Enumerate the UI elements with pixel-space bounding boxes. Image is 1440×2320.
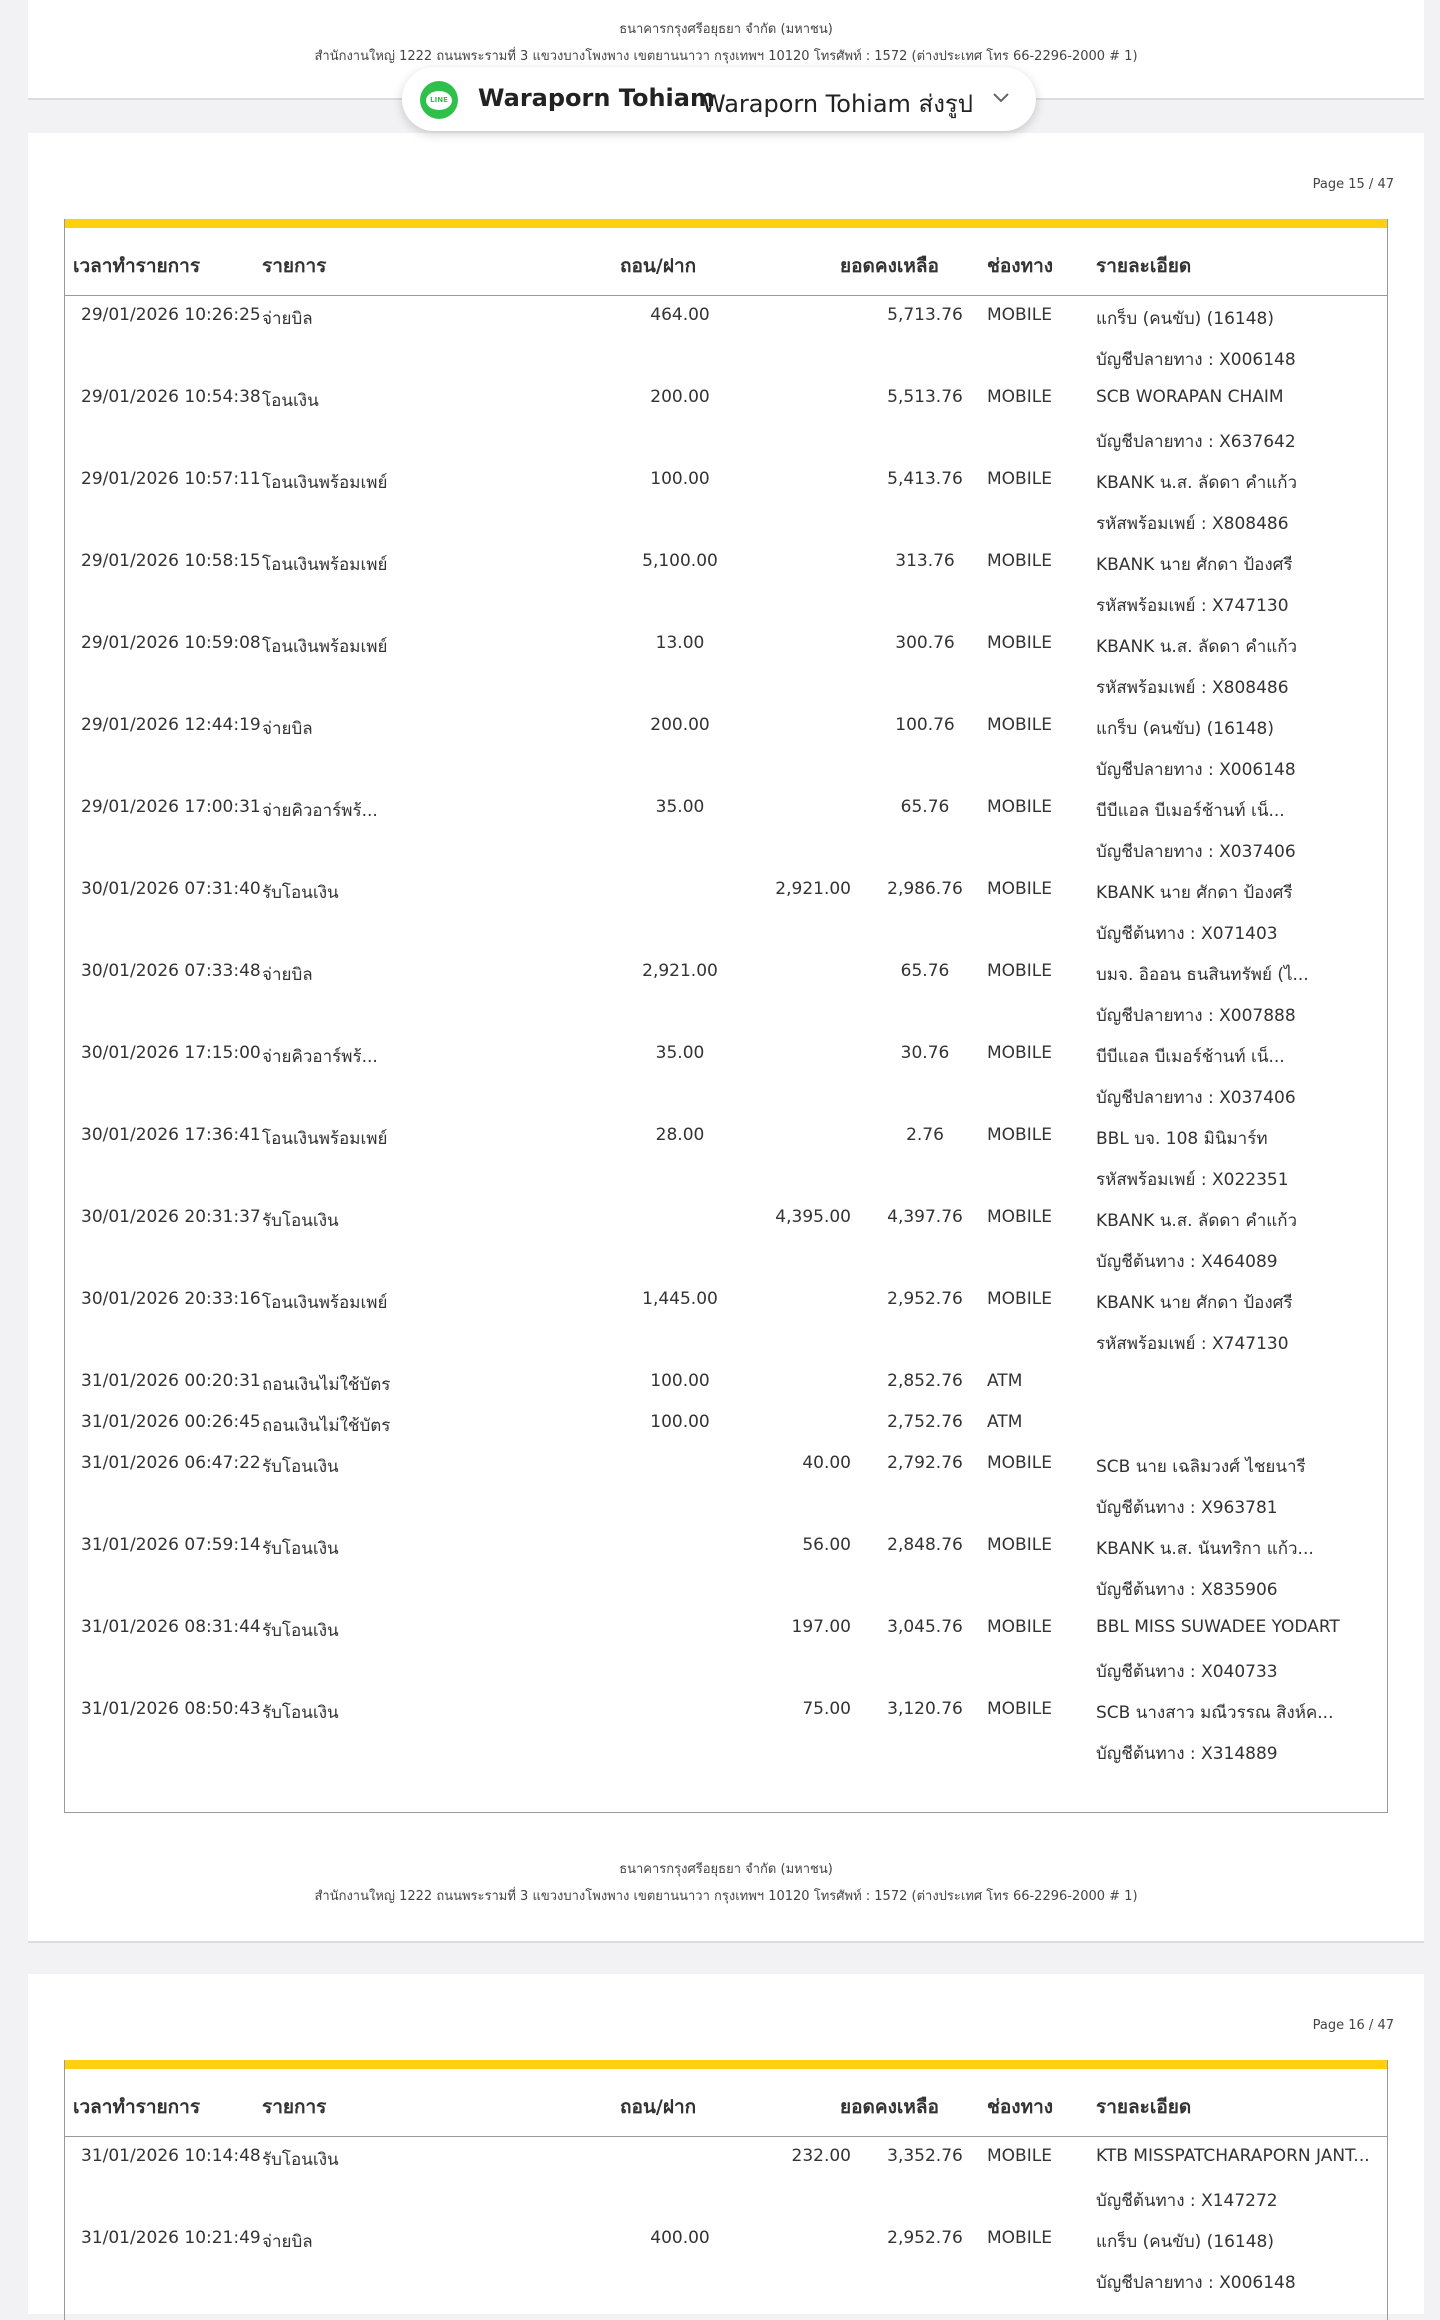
cell-detail-line1: KBANK น.ส. ลัดดา คำแก้ว bbox=[1096, 473, 1298, 493]
cell-detail-line1: SCB นางสาว มณีวรรณ สิงห์ค... bbox=[1096, 1703, 1334, 1723]
cell-detail-line1: KTB MISSPATCHARAPORN JANT... bbox=[1096, 2146, 1370, 2166]
line-app-icon bbox=[420, 81, 458, 119]
chevron-down-icon[interactable] bbox=[988, 85, 1014, 111]
cell-detail-line1: BBL บจ. 108 มินิมาร์ท bbox=[1096, 1129, 1268, 1149]
cell-channel: MOBILE bbox=[987, 469, 1052, 489]
table-row-detail bbox=[65, 1322, 1387, 1363]
table-row-detail bbox=[65, 1076, 1387, 1117]
cell-balance: 65.76 bbox=[900, 797, 950, 817]
cell-deposit: 56.00 bbox=[802, 1535, 851, 1555]
cell-balance: 2,852.76 bbox=[887, 1371, 963, 1391]
header-channel: ช่องทาง bbox=[987, 2096, 1054, 2118]
cell-withdraw: 35.00 bbox=[655, 797, 705, 817]
cell-deposit: 4,395.00 bbox=[775, 1207, 851, 1227]
cell-description: โอนเงินพร้อมเพย์ bbox=[262, 555, 388, 575]
cell-balance: 3,045.76 bbox=[887, 1617, 963, 1637]
cell-channel: MOBILE bbox=[987, 2146, 1052, 2166]
cell-channel: MOBILE bbox=[987, 1043, 1052, 1063]
cell-detail-line1: KBANK น.ส. ลัดดา คำแก้ว bbox=[1096, 637, 1298, 657]
table-body bbox=[65, 2137, 1387, 2302]
cell-detail-line1: แกร็บ (คนขับ) (16148) bbox=[1096, 2232, 1274, 2252]
cell-time: 31/01/2026 07:59:14 bbox=[81, 1535, 261, 1555]
cell-channel: MOBILE bbox=[987, 879, 1052, 899]
cell-detail-line1: KBANK น.ส. ลัดดา คำแก้ว bbox=[1096, 1211, 1298, 1231]
table-row-detail bbox=[65, 1240, 1387, 1281]
bank-footer-line1: ธนาคารกรุงศรีอยุธยา จำกัด (มหาชน) bbox=[619, 1862, 833, 1877]
cell-description: รับโอนเงิน bbox=[262, 1703, 339, 1723]
table-row bbox=[65, 1527, 1387, 1568]
table-row bbox=[65, 1199, 1387, 1240]
cell-withdraw: 400.00 bbox=[650, 2228, 710, 2248]
cell-channel: MOBILE bbox=[987, 1617, 1052, 1637]
cell-detail-line2: บัญชีต้นทาง : X464089 bbox=[1096, 1252, 1278, 1272]
cell-deposit: 40.00 bbox=[802, 1453, 851, 1473]
table-row bbox=[65, 1445, 1387, 1486]
cell-channel: MOBILE bbox=[987, 1125, 1052, 1145]
notification-sender: Waraporn Tohiam bbox=[478, 84, 715, 112]
cell-channel: ATM bbox=[987, 1412, 1023, 1432]
cell-withdraw: 200.00 bbox=[650, 715, 710, 735]
cell-deposit: 75.00 bbox=[802, 1699, 851, 1719]
page-number: Page 15 / 47 bbox=[1312, 177, 1394, 192]
cell-detail-line2: บัญชีต้นทาง : X963781 bbox=[1096, 1498, 1278, 1518]
cell-channel: MOBILE bbox=[987, 1289, 1052, 1309]
cell-channel: MOBILE bbox=[987, 1535, 1052, 1555]
table-row bbox=[65, 461, 1387, 502]
cell-withdraw: 100.00 bbox=[650, 1371, 710, 1391]
cell-channel: MOBILE bbox=[987, 633, 1052, 653]
cell-detail-line1: แกร็บ (คนขับ) (16148) bbox=[1096, 309, 1274, 329]
cell-withdraw: 200.00 bbox=[650, 387, 710, 407]
header-desc: รายการ bbox=[262, 2096, 327, 2118]
cell-channel: MOBILE bbox=[987, 1453, 1052, 1473]
transaction-table bbox=[64, 219, 1388, 1813]
table-row-detail bbox=[65, 338, 1387, 379]
cell-channel: MOBILE bbox=[987, 715, 1052, 735]
cell-withdraw: 13.00 bbox=[655, 633, 705, 653]
cell-description: โอนเงิน bbox=[262, 391, 319, 411]
table-header-bar bbox=[65, 219, 1387, 228]
bank-footer-line2: สำนักงานใหญ่ 1222 ถนนพระรามที่ 3 แขวงบางโพงพาง เขตยานนาวา กรุงเทพฯ 10120 โทรศัพท์ : 1572 (ต่างประเทศ โทร 66-2296-2000 # 1) bbox=[314, 1889, 1138, 1904]
table-row-detail bbox=[65, 1650, 1387, 1691]
cell-time: 30/01/2026 07:33:48 bbox=[81, 961, 261, 981]
bank-footer-line1: ธนาคารกรุงศรีอยุธยา จำกัด (มหาชน) bbox=[619, 22, 833, 37]
header-time: เวลาทำรายการ bbox=[73, 255, 201, 277]
cell-time: 30/01/2026 17:15:00 bbox=[81, 1043, 261, 1063]
cell-detail-line1: KBANK นาย ศักดา ป้องศรี bbox=[1096, 555, 1293, 575]
cell-detail-line2: บัญชีปลายทาง : X006148 bbox=[1096, 350, 1296, 370]
header-detail: รายละเอียด bbox=[1096, 2096, 1192, 2118]
table-row bbox=[65, 1363, 1387, 1404]
cell-balance: 2,848.76 bbox=[887, 1535, 963, 1555]
table-row bbox=[65, 625, 1387, 666]
cell-channel: MOBILE bbox=[987, 2228, 1052, 2248]
table-row-detail bbox=[65, 2261, 1387, 2302]
cell-time: 29/01/2026 10:57:11 bbox=[81, 469, 261, 489]
table-row-detail bbox=[65, 994, 1387, 1035]
cell-detail-line2: บัญชีต้นทาง : X071403 bbox=[1096, 924, 1278, 944]
cell-time: 30/01/2026 20:31:37 bbox=[81, 1207, 261, 1227]
cell-description: รับโอนเงิน bbox=[262, 883, 339, 903]
cell-detail-line1: บมจ. อิออน ธนสินทรัพย์ (ไ... bbox=[1096, 965, 1309, 985]
transaction-table bbox=[64, 2060, 1388, 2320]
header-withdraw-deposit: ถอน/ฝาก bbox=[620, 2096, 697, 2118]
cell-withdraw: 5,100.00 bbox=[642, 551, 718, 571]
cell-channel: MOBILE bbox=[987, 387, 1052, 407]
cell-description: จ่ายบิล bbox=[262, 2232, 313, 2252]
cell-detail-line2: บัญชีปลายทาง : X006148 bbox=[1096, 760, 1296, 780]
notification-message: Waraporn Tohiam ส่งรูป bbox=[702, 90, 974, 118]
cell-detail-line2: รหัสพร้อมเพย์ : X747130 bbox=[1096, 596, 1289, 616]
cell-detail-line1: SCB WORAPAN CHAIM bbox=[1096, 387, 1284, 407]
cell-withdraw: 35.00 bbox=[655, 1043, 705, 1063]
cell-time: 29/01/2026 10:26:25 bbox=[81, 305, 261, 325]
bank-footer bbox=[28, 0, 1424, 70]
cell-time: 31/01/2026 10:14:48 bbox=[81, 2146, 261, 2166]
table-header-bar bbox=[65, 2060, 1387, 2069]
line-notification[interactable] bbox=[402, 67, 1036, 131]
cell-time: 29/01/2026 17:00:31 bbox=[81, 797, 261, 817]
line-icon-label: LINE bbox=[426, 91, 452, 110]
cell-balance: 3,352.76 bbox=[887, 2146, 963, 2166]
table-row-detail bbox=[65, 584, 1387, 625]
cell-description: จ่ายบิล bbox=[262, 309, 313, 329]
table-row bbox=[65, 1691, 1387, 1732]
cell-withdraw: 100.00 bbox=[650, 469, 710, 489]
cell-time: 31/01/2026 08:31:44 bbox=[81, 1617, 261, 1637]
cell-description: โอนเงินพร้อมเพย์ bbox=[262, 1293, 388, 1313]
page-15 bbox=[28, 133, 1424, 1943]
cell-detail-line2: บัญชีปลายทาง : X037406 bbox=[1096, 1088, 1296, 1108]
table-row-detail bbox=[65, 1732, 1387, 1773]
bank-footer-line2: สำนักงานใหญ่ 1222 ถนนพระรามที่ 3 แขวงบางโพงพาง เขตยานนาวา กรุงเทพฯ 10120 โทรศัพท์ : 1572 (ต่างประเทศ โทร 66-2296-2000 # 1) bbox=[314, 49, 1138, 64]
cell-time: 29/01/2026 10:59:08 bbox=[81, 633, 261, 653]
cell-detail-line1: บีบีแอล บีเมอร์ช้านท์ เน็... bbox=[1096, 1047, 1285, 1067]
header-detail: รายละเอียด bbox=[1096, 255, 1192, 277]
page-16 bbox=[28, 1974, 1424, 2314]
table-row bbox=[65, 2220, 1387, 2261]
cell-channel: MOBILE bbox=[987, 305, 1052, 325]
table-row-detail bbox=[65, 748, 1387, 789]
table-row-detail bbox=[65, 420, 1387, 461]
cell-detail-line2: รหัสพร้อมเพย์ : X808486 bbox=[1096, 678, 1289, 698]
header-time: เวลาทำรายการ bbox=[73, 2096, 201, 2118]
cell-detail-line2: บัญชีปลายทาง : X007888 bbox=[1096, 1006, 1296, 1026]
cell-balance: 2.76 bbox=[906, 1125, 944, 1145]
cell-detail-line2: บัญชีปลายทาง : X037406 bbox=[1096, 842, 1296, 862]
cell-detail-line1: บีบีแอล บีเมอร์ช้านท์ เน็... bbox=[1096, 801, 1285, 821]
table-row-detail bbox=[65, 1568, 1387, 1609]
cell-description: ถอนเงินไม่ใช้บัตร bbox=[262, 1416, 391, 1436]
cell-detail-line1: BBL MISS SUWADEE YODART bbox=[1096, 1617, 1340, 1637]
table-row bbox=[65, 1609, 1387, 1650]
cell-description: โอนเงินพร้อมเพย์ bbox=[262, 1129, 388, 1149]
cell-time: 30/01/2026 17:36:41 bbox=[81, 1125, 261, 1145]
cell-withdraw: 100.00 bbox=[650, 1412, 710, 1432]
cell-deposit: 2,921.00 bbox=[775, 879, 851, 899]
table-row bbox=[65, 871, 1387, 912]
table-row-detail bbox=[65, 912, 1387, 953]
table-header bbox=[65, 2069, 1387, 2137]
table-row-detail bbox=[65, 830, 1387, 871]
cell-deposit: 197.00 bbox=[791, 1617, 851, 1637]
header-desc: รายการ bbox=[262, 255, 327, 277]
cell-balance: 5,513.76 bbox=[887, 387, 963, 407]
table-row bbox=[65, 953, 1387, 994]
cell-detail-line2: รหัสพร้อมเพย์ : X808486 bbox=[1096, 514, 1289, 534]
header-balance: ยอดคงเหลือ bbox=[840, 2096, 939, 2118]
cell-detail-line2: บัญชีปลายทาง : X637642 bbox=[1096, 432, 1296, 452]
cell-description: จ่ายบิล bbox=[262, 965, 313, 985]
cell-channel: MOBILE bbox=[987, 961, 1052, 981]
cell-withdraw: 28.00 bbox=[655, 1125, 705, 1145]
cell-balance: 4,397.76 bbox=[887, 1207, 963, 1227]
table-row bbox=[65, 543, 1387, 584]
cell-detail-line2: บัญชีต้นทาง : X147272 bbox=[1096, 2191, 1278, 2211]
cell-detail-line2: รหัสพร้อมเพย์ : X747130 bbox=[1096, 1334, 1289, 1354]
cell-description: รับโอนเงิน bbox=[262, 1457, 339, 1477]
header-channel: ช่องทาง bbox=[987, 255, 1054, 277]
table-row bbox=[65, 1404, 1387, 1445]
cell-withdraw: 464.00 bbox=[650, 305, 710, 325]
cell-description: รับโอนเงิน bbox=[262, 1621, 339, 1641]
cell-detail-line1: KBANK นาย ศักดา ป้องศรี bbox=[1096, 883, 1293, 903]
cell-balance: 313.76 bbox=[895, 551, 955, 571]
cell-balance: 2,986.76 bbox=[887, 879, 963, 899]
cell-deposit: 232.00 bbox=[791, 2146, 851, 2166]
table-row-detail bbox=[65, 2179, 1387, 2220]
cell-time: 29/01/2026 10:58:15 bbox=[81, 551, 261, 571]
cell-detail-line2: บัญชีต้นทาง : X040733 bbox=[1096, 1662, 1278, 1682]
cell-balance: 2,952.76 bbox=[887, 2228, 963, 2248]
cell-time: 31/01/2026 00:20:31 bbox=[81, 1371, 261, 1391]
cell-time: 29/01/2026 10:54:38 bbox=[81, 387, 261, 407]
cell-channel: MOBILE bbox=[987, 1699, 1052, 1719]
cell-balance: 30.76 bbox=[900, 1043, 950, 1063]
cell-detail-line2: รหัสพร้อมเพย์ : X022351 bbox=[1096, 1170, 1289, 1190]
table-row-detail bbox=[65, 502, 1387, 543]
cell-description: จ่ายบิล bbox=[262, 719, 313, 739]
table-body bbox=[65, 296, 1387, 1773]
cell-balance: 5,413.76 bbox=[887, 469, 963, 489]
table-header bbox=[65, 228, 1387, 296]
cell-time: 31/01/2026 10:21:49 bbox=[81, 2228, 261, 2248]
cell-detail-line2: บัญชีปลายทาง : X006148 bbox=[1096, 2273, 1296, 2293]
table-row bbox=[65, 1281, 1387, 1322]
cell-detail-line1: แกร็บ (คนขับ) (16148) bbox=[1096, 719, 1274, 739]
cell-time: 31/01/2026 00:26:45 bbox=[81, 1412, 261, 1432]
cell-balance: 3,120.76 bbox=[887, 1699, 963, 1719]
cell-detail-line2: บัญชีต้นทาง : X835906 bbox=[1096, 1580, 1278, 1600]
cell-channel: MOBILE bbox=[987, 551, 1052, 571]
cell-description: รับโอนเงิน bbox=[262, 1539, 339, 1559]
cell-balance: 2,792.76 bbox=[887, 1453, 963, 1473]
cell-detail-line2: บัญชีต้นทาง : X314889 bbox=[1096, 1744, 1278, 1764]
cell-time: 29/01/2026 12:44:19 bbox=[81, 715, 261, 735]
cell-detail-line1: SCB นาย เฉลิมวงศ์ ไชยนารี bbox=[1096, 1457, 1306, 1477]
cell-balance: 2,752.76 bbox=[887, 1412, 963, 1432]
header-balance: ยอดคงเหลือ bbox=[840, 255, 939, 277]
cell-balance: 2,952.76 bbox=[887, 1289, 963, 1309]
cell-description: รับโอนเงิน bbox=[262, 1211, 339, 1231]
cell-description: ถอนเงินไม่ใช้บัตร bbox=[262, 1375, 391, 1395]
table-row bbox=[65, 789, 1387, 830]
cell-description: โอนเงินพร้อมเพย์ bbox=[262, 473, 388, 493]
cell-time: 30/01/2026 20:33:16 bbox=[81, 1289, 261, 1309]
cell-detail-line1: KBANK นาย ศักดา ป้องศรี bbox=[1096, 1293, 1293, 1313]
table-row-detail bbox=[65, 1486, 1387, 1527]
bank-footer bbox=[28, 1856, 1424, 1910]
cell-withdraw: 1,445.00 bbox=[642, 1289, 718, 1309]
cell-time: 30/01/2026 07:31:40 bbox=[81, 879, 261, 899]
cell-balance: 5,713.76 bbox=[887, 305, 963, 325]
cell-description: โอนเงินพร้อมเพย์ bbox=[262, 637, 388, 657]
table-row-detail bbox=[65, 1158, 1387, 1199]
cell-time: 31/01/2026 06:47:22 bbox=[81, 1453, 261, 1473]
cell-description: จ่ายคิวอาร์พร้... bbox=[262, 801, 378, 821]
cell-balance: 300.76 bbox=[895, 633, 955, 653]
cell-balance: 100.76 bbox=[895, 715, 955, 735]
cell-description: จ่ายคิวอาร์พร้... bbox=[262, 1047, 378, 1067]
table-row bbox=[65, 379, 1387, 420]
cell-channel: MOBILE bbox=[987, 797, 1052, 817]
cell-balance: 65.76 bbox=[900, 961, 950, 981]
table-row bbox=[65, 297, 1387, 338]
cell-channel: ATM bbox=[987, 1371, 1023, 1391]
cell-withdraw: 2,921.00 bbox=[642, 961, 718, 981]
table-row-detail bbox=[65, 666, 1387, 707]
table-row bbox=[65, 707, 1387, 748]
cell-description: รับโอนเงิน bbox=[262, 2150, 339, 2170]
table-row bbox=[65, 2138, 1387, 2179]
header-withdraw-deposit: ถอน/ฝาก bbox=[620, 255, 697, 277]
cell-detail-line1: KBANK น.ส. นันทริกา แก้ว... bbox=[1096, 1539, 1314, 1559]
cell-channel: MOBILE bbox=[987, 1207, 1052, 1227]
cell-time: 31/01/2026 08:50:43 bbox=[81, 1699, 261, 1719]
page-number: Page 16 / 47 bbox=[1312, 2018, 1394, 2033]
table-row bbox=[65, 1117, 1387, 1158]
table-row bbox=[65, 1035, 1387, 1076]
